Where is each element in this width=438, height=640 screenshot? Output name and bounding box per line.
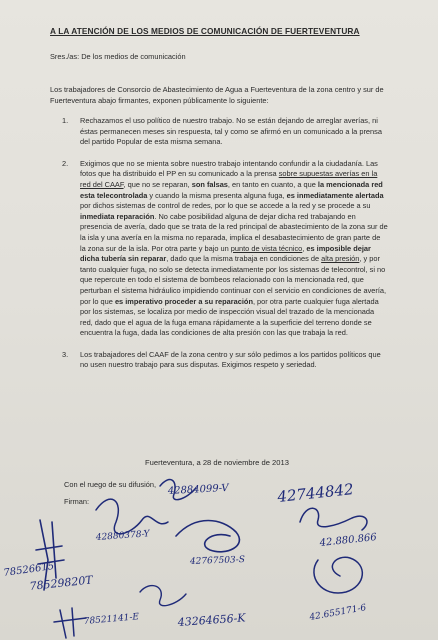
handwritten-id: 42.880.866 (319, 532, 378, 549)
text-segment: , y por tanto cualquier fuga, no solo se detecta inmediatamente por los sistemas de telecontrol, si no que repercute en todo el sistema de bombeos relacionado con la mencionada red, que perturban el sistema hidráulico impidiendo continuar con el servicio en condiciones de avería, por lo que (80, 254, 387, 306)
handwritten-ids (3, 480, 378, 629)
point-text (80, 159, 388, 339)
handwritten-id: 43264656-K (177, 611, 246, 629)
point-number: 2. (62, 158, 69, 168)
text-segment: , por otra parte cualquier fuga alertada por los sistemas, se localiza por medio de inspección visual del trazado de la mencionada red, dado que el agua de la fuga emana rápidamente a la superficie del terreno donde se encuentra la fuga, dada las condiciones de alta presión con las que trabaja la red. (80, 296, 379, 338)
handwritten-id: 42767503-S (189, 555, 246, 567)
point-1 (50, 116, 388, 148)
text-segment: , dado que la misma trabaja en condiciones de (166, 254, 322, 264)
text-segment: Exigimos que no se mienta sobre nuestro trabajo intentando confundir a la ciudadanía. Las fotos que ha distribuido el PP en su comunicado a la prensa (80, 158, 378, 179)
handwritten-id: 42744842 (276, 480, 355, 506)
point-number: 3. (62, 349, 69, 359)
signatures-area (0, 460, 438, 640)
underlined-segment: sobre supuestas averías en la red del CAAF (80, 169, 378, 189)
point-number: 1. (62, 116, 69, 125)
underlined-segment: punto de vista técnico (230, 243, 303, 253)
signature-2 (96, 499, 168, 534)
signatures-label: Firman: (64, 497, 90, 506)
signature-6 (314, 557, 362, 593)
handwritten-id: 78529820T (28, 573, 94, 593)
bold-segment: es imposible dejar dicha tubería sin reparar (80, 243, 371, 264)
bold-segment: es inmediatamente alertada (286, 190, 384, 200)
handwritten-id: 42.655171-6 (308, 603, 368, 623)
text-segment: , que no se reparan, (123, 179, 192, 189)
document-title: A LA ATENCIÓN DE LOS MEDIOS DE COMUNICACIÓN DE FUERTEVENTURA (50, 26, 360, 36)
signature-7 (54, 608, 86, 638)
intro-paragraph: Los trabajadores de Consorcio de Abastecimiento de Agua a Fuerteventura de la zona centro y sur de Fuerteventura abajo firmantes, exponen públicamente lo siguiente: (50, 85, 384, 105)
closing-line: Con el ruego de su difusión, (64, 480, 157, 489)
text-segment: . No cabe posibilidad alguna de dejar dicha red trabajando en presencia de avería, dado que se trata de la red principal de abastecimiento de la zona sur de la isla y una avería en la misma no reparada, implica el desabastecimiento de gran parte de la zona sur de la isla. Por otra parte y bajo un (80, 211, 388, 253)
bold-segment: es imperativo proceder a su reparación (114, 296, 253, 306)
handwritten-id: 78521141-E (83, 612, 140, 627)
point-text: Rechazamos el uso político de nuestro trabajo. No se están dejando de arreglar averías, ni éstas permanecen meses sin respuesta, tal y como se afirmó en un comunicado a la prensa del partido Popular de esta misma semana. (80, 116, 382, 147)
salutation: Sres./as: De los medios de comunicación (50, 52, 186, 61)
text-segment: por dichos sistemas de control de redes, por lo que se accede a la red y se procede a su (80, 201, 371, 211)
handwritten-id: 78526615 (2, 560, 55, 579)
points-list (50, 116, 388, 382)
signature-8 (140, 586, 186, 606)
underlined-segment: alta presión (321, 254, 360, 264)
point-text: Los trabajadores del CAAF de la zona centro y sur sólo pedimos a los partidos políticos que no usen nuestro trabajo para sus disputas. Exigimos respeto y seriedad. (80, 349, 381, 370)
text-segment: y cuando la misma presenta alguna fuga, (147, 190, 287, 200)
document-date: Fuerteventura, a 28 de noviembre de 2013 (145, 458, 289, 467)
signature-5 (300, 508, 367, 530)
signature-4 (176, 521, 239, 552)
bold-segment: son falsas (191, 179, 228, 189)
bold-segment: inmediata reparación (80, 211, 155, 221)
handwritten-id: 42880378-Y (95, 529, 150, 543)
text-segment: , (302, 243, 307, 253)
handwritten-id: 42884099-V (167, 482, 229, 497)
text-segment: , en tanto en cuanto, a que (227, 179, 318, 189)
point-2 (50, 159, 388, 339)
point-3 (50, 350, 388, 371)
bold-segment: la mencionada red esta telecontrolada (80, 179, 383, 200)
